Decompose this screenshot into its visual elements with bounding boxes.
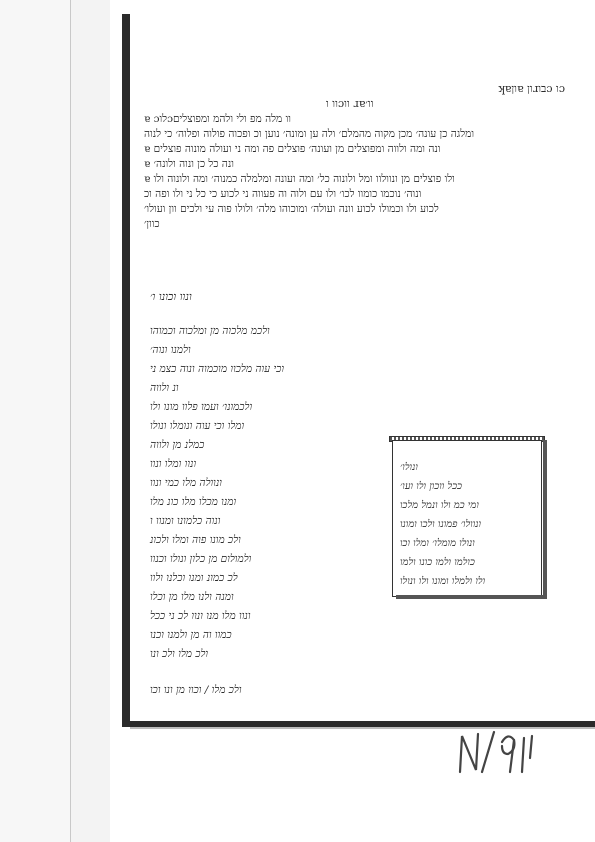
- poem-line: ולמנו ונוה׳: [150, 344, 191, 356]
- poem-line: ומנו מכלו מלו כונ מלו: [150, 496, 237, 508]
- box-line: ומי כמ ולו ונמל מלכו: [400, 500, 479, 511]
- poem-line: ונוו מלו מנו ונוו לכ ני ככל: [150, 610, 251, 622]
- header-reference: ʞɐוןɐ וןɹבוɔ וɔ: [498, 82, 565, 95]
- box-line: כולמו ולמו כונו ולמו: [400, 557, 475, 568]
- paragraph-line: ומלגה כן עונה׳ מכן מקוה מהמלם׳ ולה ען ומונה׳ נוען וכ ופכוה פולוה ופלוה׳ כי לנוה: [144, 128, 475, 140]
- poem-line: וכי עוה מלכוו מוכמוה ונוה כצמ ני: [150, 363, 285, 375]
- poem-line: לכ כמונ ומנו וכלנו ולוו: [150, 572, 238, 584]
- intro-paragraph: [144, 112, 564, 232]
- box-line: ולו ולמלו ומונו ולו ונולו: [400, 576, 486, 587]
- poem-signature: ולכ מלו / וכוו מן ונו וכו: [150, 684, 242, 696]
- paragraph-line: ɐ ɔלוɔוו מלה מפ ולי ולהמ ומפוצלים: [144, 113, 291, 125]
- paragraph-line: ונוה׳ נוכמו כומוו לכו׳ ולו עם ולוה וה פעווה ני לכוע כי כל ני ולו ופה וכ: [144, 188, 422, 200]
- poem-line: ונוה כלמונו ומנוו ו: [150, 515, 221, 527]
- poem-line: ונוו ומלו ונוו: [150, 458, 197, 470]
- poem-line: ומלו וכי עוה ונומלו ונולו: [150, 420, 245, 432]
- scanner-margin: [0, 0, 70, 842]
- poem-line: ולכמ מלכוה מן ומלכוה וכמוהו: [150, 325, 270, 337]
- poem-body: [150, 322, 380, 664]
- left-frame-bar: [122, 14, 130, 726]
- poem-line: ולמולום מן כלון ונולו וכנוו: [150, 553, 252, 565]
- document-title: וו וɔוו ɹɐוו׳: [326, 97, 374, 110]
- box-shadow-bottom: [396, 595, 547, 599]
- poem-line: ולכמונו׳ ועמו פלוו מונו ולו: [150, 401, 253, 413]
- poem-line: ונ ולווה: [150, 382, 179, 394]
- box-line: ונולו מומלו׳ ומלו וכו: [400, 538, 475, 549]
- page-fold-line: [70, 0, 71, 842]
- poem-line: כמוו וה מן ולמנו וכנו: [150, 629, 232, 641]
- paragraph-line: ɐ ונה ומה ולווה ומפוצלים מן ועונה׳ פוצלים פה ומה ני ועולה מונוה פוצלים: [144, 143, 441, 155]
- box-line: ונוולו׳ פמונו ולכו ומונו: [400, 519, 482, 530]
- box-shadow-right: [543, 440, 547, 599]
- paragraph-line: ɐ ונה כל כן ונוה ולונה׳: [144, 158, 234, 170]
- paragraph-line: כוון׳: [144, 218, 160, 230]
- paragraph-line: ɐ ולו פוצלים מן ונוולוו ומל ולונוה כל׳ ומה ועונה ומלמלה כמנוה׳ ומה ולונוה ולו: [144, 173, 455, 185]
- poem-date: ונוו וכונו ו׳: [150, 290, 192, 303]
- paragraph-line: לכוע ולו וכמולו לכוע וונה ועולה׳ ומוכוהו מלה׳ ולולו פוה עי ולכים וון ועולו׳: [144, 203, 439, 215]
- poem-line: ולכ מלו ולכ ונו: [150, 648, 209, 660]
- box-line: ככל ווכון ולו ועו׳: [400, 481, 462, 492]
- poem-line: ולכ מונו פוה ומלו ולכונ: [150, 534, 241, 546]
- poem-line: כמלנ מן ולווה: [150, 439, 205, 451]
- box-line: ונולו׳: [400, 462, 418, 473]
- handwritten-mark: [452, 728, 552, 776]
- inset-box-text: [400, 458, 485, 591]
- poem-line: ונוולה מלו כמי ונוו: [150, 477, 222, 489]
- poem-line: ומנה ולנו מלו מן וכלו: [150, 591, 234, 603]
